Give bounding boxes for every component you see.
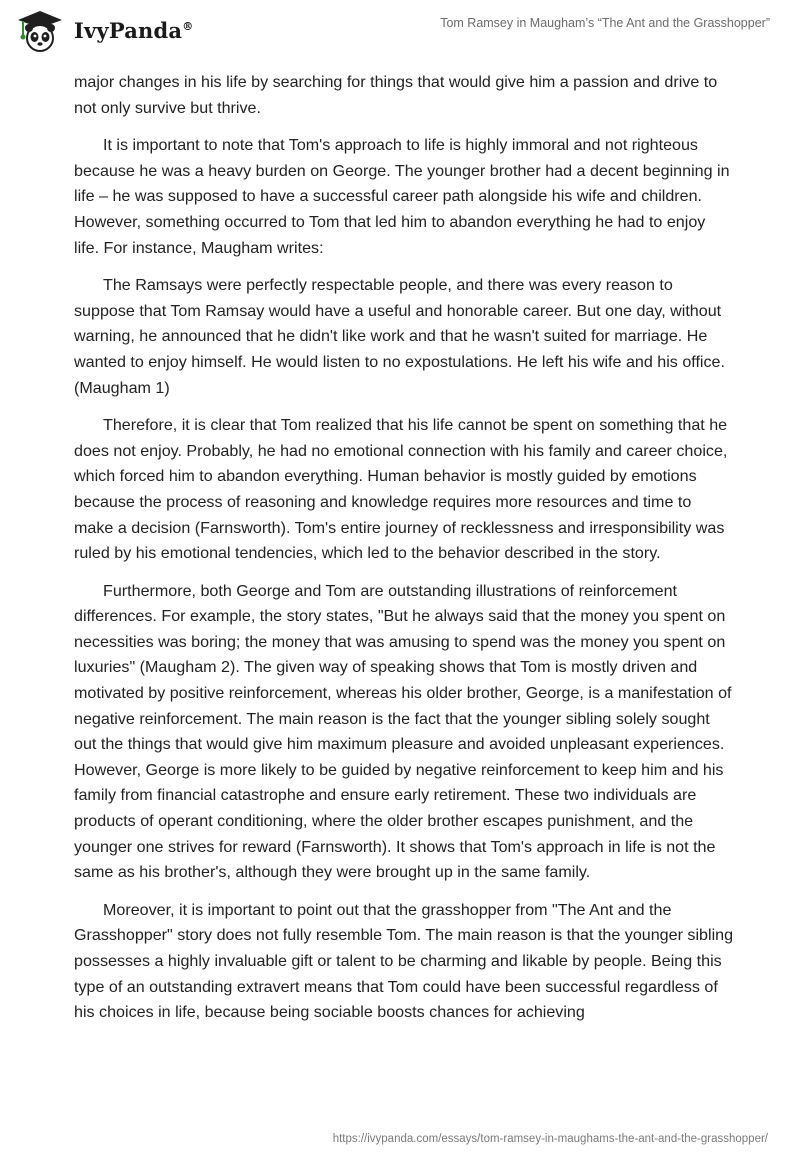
page-header bbox=[0, 0, 800, 70]
paragraph: major changes in his life by searching for things that would give him a passion and drive to not only survive but thrive. bbox=[74, 73, 718, 117]
source-url-link[interactable]: https://ivypanda.com/essays/tom-ramsey-in-maughams-the-ant-and-the-grasshopper/ bbox=[332, 1133, 768, 1145]
logo-text: IvyPanda bbox=[74, 17, 183, 43]
ivypanda-logo[interactable] bbox=[12, 6, 193, 54]
paragraph: Therefore, it is clear that Tom realized that his life cannot be spent on something that he does not enjoy. Probably, he had no emotional connection with his family and career choice, which forced him to abandon everything. Human behavior is mostly guided by emotions because the process of reasoning and knowledge requires more resources and time to make a decision (Farnsworth). Tom's entire journey of recklessness and irresponsibility was ruled by his emotional tendencies, which led to the behavior described in the story. bbox=[74, 416, 728, 563]
paragraph: Moreover, it is important to point out that the grasshopper from "The Ant and the Grasshopper" story does not fully resemble Tom. The main reason is that the younger sibling possesses a highly invaluable gift or talent to be charming and likable by people. Being this type of an outstanding extravert means that Tom could have been successful regardless of his choices in life, because being sociable boosts chances for achieving bbox=[74, 900, 734, 1022]
panda-graduate-icon bbox=[12, 6, 70, 54]
registered-mark: ® bbox=[182, 19, 194, 33]
block-quote: The Ramsays were perfectly respectable people, and there was every reason to suppose that Tom Ramsay would have a useful and honorable career. But one day, without warning, he announced that he didn't like work and that he wasn't suited for marriage. He wanted to enjoy himself. He would listen to no expostulations. He left his wife and his office. (Maugham 1) bbox=[74, 276, 725, 397]
logo-wordmark bbox=[74, 18, 193, 43]
document-title: Tom Ramsey in Maugham’s “The Ant and the Grasshopper” bbox=[440, 16, 770, 30]
paragraph: It is important to note that Tom's approach to life is highly immoral and not righteous because he was a heavy burden on George. The younger brother had a decent beginning in life – he was supposed to have a successful career path alongside his wife and children. However, something occurred to Tom that led him to abandon everything he had to enjoy life. For instance, Maugham writes: bbox=[74, 136, 730, 257]
essay-body bbox=[74, 70, 734, 1038]
paragraph: Furthermore, both George and Tom are outstanding illustrations of reinforcement differences. For example, the story states, "But he always said that the money you spent on necessities was boring; the money that was amusing to spend was the money you spent on luxuries" (Maugham 2). The given way of speaking shows that Tom is mostly driven and motivated by positive reinforcement, whereas his older brother, George, is a manifestation of negative reinforcement. The main reason is the fact that the younger sibling solely sought out the things that would give him maximum pleasure and avoided unpleasant experiences. However, George is more likely to be guided by negative reinforcement to keep him and his family from financial catastrophe and ensure early retirement. These two individuals are products of operant conditioning, where the older brother escapes punishment, and the younger one strives for reward (Farnsworth). It shows that Tom's approach in life is not the same as his brother's, although they were brought up in the same family. bbox=[74, 581, 732, 882]
